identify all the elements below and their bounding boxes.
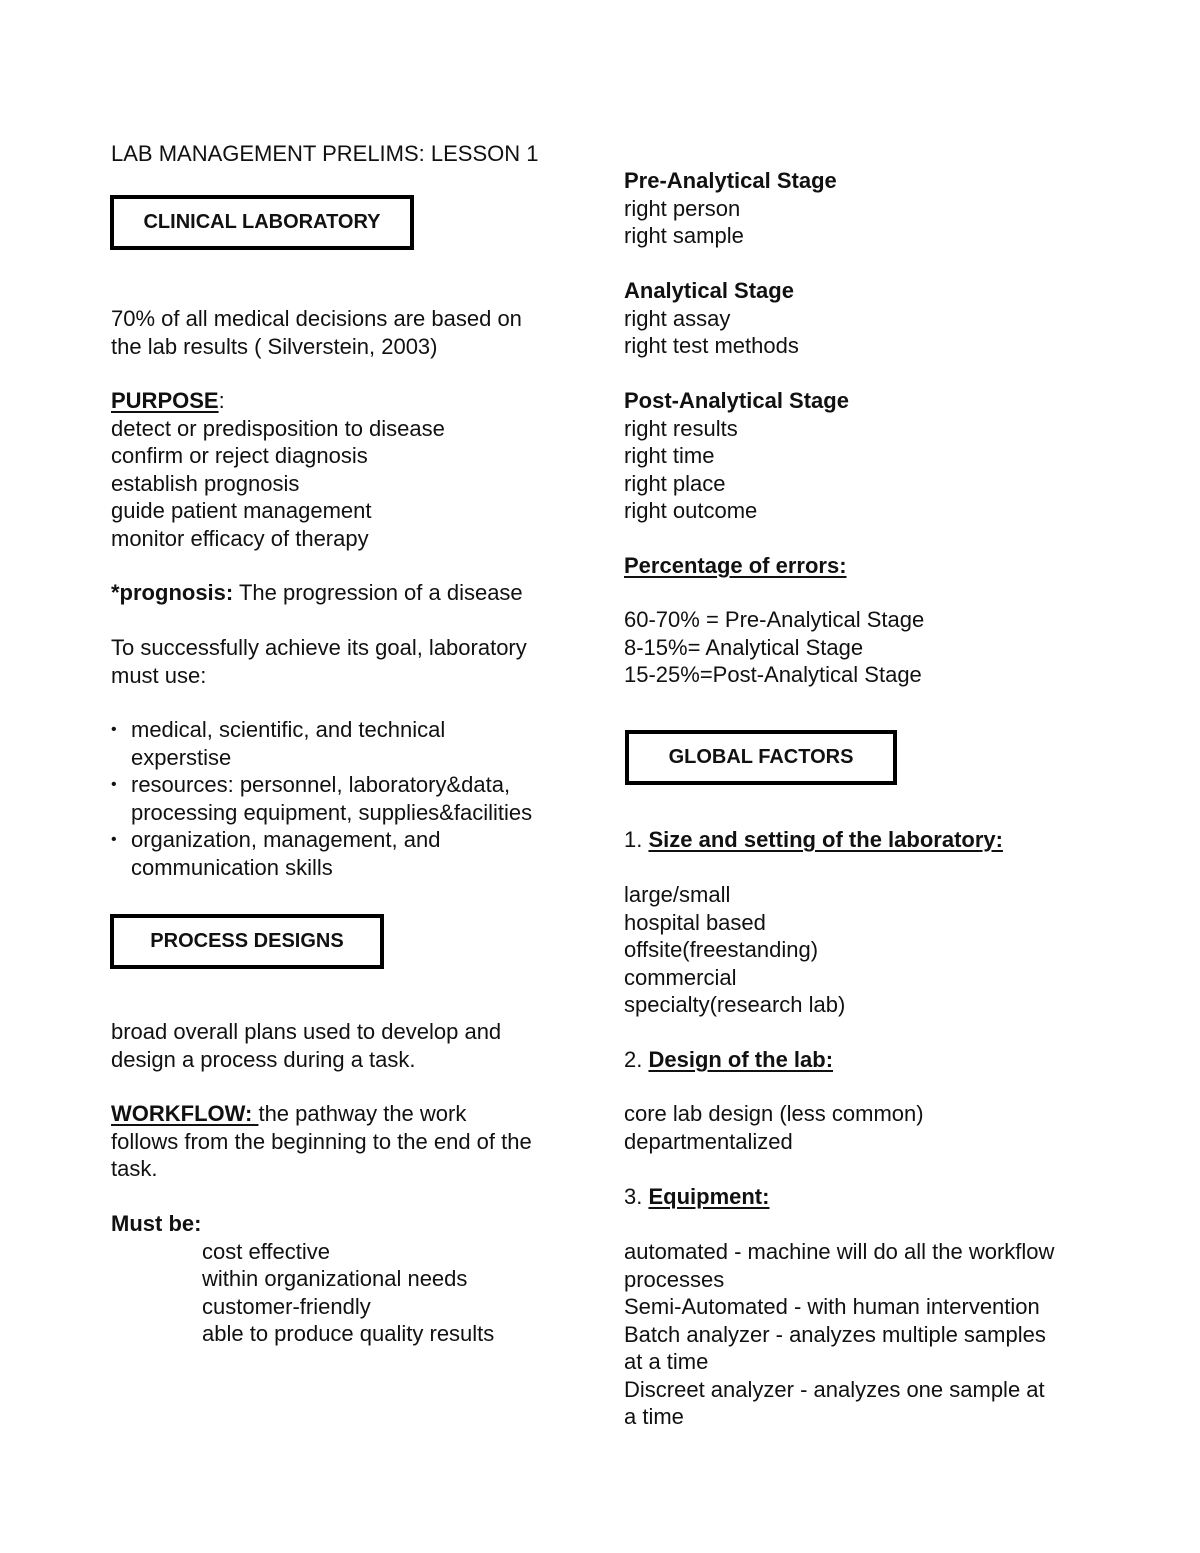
stat-line: the lab results ( Silverstein, 2003) bbox=[111, 333, 438, 359]
list-item-text: • medical, scientific, and technical bbox=[131, 717, 446, 742]
list-item-text: communication skills bbox=[131, 854, 333, 880]
factor-title: Equipment: bbox=[648, 1184, 770, 1209]
stat-paragraph bbox=[111, 305, 522, 360]
errors-heading: Percentage of errors: bbox=[624, 553, 847, 578]
analytical-heading: Analytical Stage bbox=[624, 278, 794, 303]
purpose-section bbox=[111, 387, 445, 552]
list-item bbox=[111, 771, 532, 826]
prognosis-term: *prognosis: bbox=[111, 580, 234, 605]
list-item-text: • organization, management, and bbox=[131, 827, 441, 852]
post-analytical-section bbox=[624, 387, 849, 525]
workflow-text: the pathway the work bbox=[258, 1101, 467, 1126]
factor-item: Semi-Automated - with human intervention bbox=[624, 1294, 1040, 1319]
prognosis-definition bbox=[111, 579, 523, 607]
factor-item: hospital based bbox=[624, 909, 766, 935]
factor-title: Design of the lab: bbox=[648, 1047, 834, 1072]
goal-line: must use: bbox=[111, 662, 207, 688]
workflow-line: task. bbox=[111, 1156, 158, 1181]
list-item-text: processing equipment, supplies&facilities bbox=[131, 799, 533, 825]
goal-paragraph bbox=[111, 634, 527, 689]
factor-item: core lab design (less common) bbox=[624, 1101, 924, 1126]
goal-line: To successfully achieve its goal, laboratory bbox=[111, 635, 527, 660]
must-be-item: cost effective bbox=[202, 1238, 330, 1264]
workflow-paragraph bbox=[111, 1100, 532, 1183]
page-title: LAB MANAGEMENT PRELIMS: LESSON 1 bbox=[111, 141, 539, 166]
workflow-line: follows from the beginning to the end of the bbox=[111, 1128, 532, 1154]
pre-analytical-item: right sample bbox=[624, 223, 744, 248]
post-analytical-heading: Post-Analytical Stage bbox=[624, 388, 849, 413]
post-analytical-item: right place bbox=[624, 470, 726, 496]
factor-item: processes bbox=[624, 1266, 725, 1292]
must-be-item: within organizational needs bbox=[202, 1266, 468, 1291]
factor-item: Discreet analyzer - analyzes one sample at bbox=[624, 1376, 1045, 1402]
pre-analytical-heading: Pre-Analytical Stage bbox=[624, 168, 837, 193]
list-item-text: experstise bbox=[131, 744, 232, 770]
pre-analytical-item: right person bbox=[624, 195, 741, 221]
purpose-item: monitor efficacy of therapy bbox=[111, 525, 369, 551]
errors-item: 60-70% = Pre-Analytical Stage bbox=[624, 607, 925, 632]
broad-paragraph bbox=[111, 1018, 501, 1073]
factor-item: at a time bbox=[624, 1349, 709, 1374]
factor-1-heading bbox=[624, 826, 1003, 854]
factor-title: Size and setting of the laboratory: bbox=[648, 827, 1003, 852]
factor-number: 2. bbox=[624, 1047, 649, 1072]
errors-item: 15-25%=Post-Analytical Stage bbox=[624, 662, 922, 687]
analytical-section bbox=[624, 277, 799, 360]
factor-3-list bbox=[624, 1238, 1054, 1431]
process-designs-heading: PROCESS DESIGNS bbox=[150, 929, 344, 952]
analytical-item: right test methods bbox=[624, 333, 799, 358]
workflow-line bbox=[111, 1100, 532, 1128]
stat-line: 70% of all medical decisions are based on bbox=[111, 306, 522, 331]
purpose-colon: : bbox=[218, 388, 225, 413]
workflow-label: WORKFLOW: bbox=[111, 1101, 259, 1126]
purpose-item: confirm or reject diagnosis bbox=[111, 443, 368, 468]
errors-list bbox=[624, 606, 924, 689]
global-factors-box bbox=[625, 730, 897, 785]
prognosis-text: The progression of a disease bbox=[233, 580, 523, 605]
list-item bbox=[111, 826, 532, 881]
clinical-laboratory-heading: CLINICAL LABORATORY bbox=[143, 210, 381, 233]
factor-item: departmentalized bbox=[624, 1128, 793, 1154]
list-item-text: • resources: personnel, laboratory&data, bbox=[131, 772, 511, 797]
purpose-label: PURPOSE bbox=[111, 388, 219, 413]
process-designs-box bbox=[110, 914, 384, 969]
post-analytical-item: right outcome bbox=[624, 498, 758, 523]
broad-line: design a process during a task. bbox=[111, 1046, 416, 1072]
must-be-item: able to produce quality results bbox=[202, 1321, 495, 1346]
purpose-item: guide patient management bbox=[111, 498, 372, 523]
must-be-section bbox=[111, 1210, 494, 1348]
factor-item: offsite(freestanding) bbox=[624, 937, 819, 962]
factor-3-heading bbox=[624, 1183, 769, 1211]
must-be-item: customer-friendly bbox=[202, 1293, 371, 1319]
factor-item: commercial bbox=[624, 964, 737, 990]
list-item bbox=[111, 716, 532, 771]
purpose-item: detect or predisposition to disease bbox=[111, 415, 445, 441]
factor-item: large/small bbox=[624, 882, 731, 907]
factor-item: a time bbox=[624, 1404, 684, 1429]
factor-item: automated - machine will do all the workflow bbox=[624, 1239, 1055, 1264]
clinical-laboratory-box bbox=[110, 195, 414, 250]
factor-item: specialty(research lab) bbox=[624, 992, 846, 1017]
pre-analytical-section bbox=[624, 167, 837, 250]
purpose-item: establish prognosis bbox=[111, 470, 300, 496]
global-factors-heading: GLOBAL FACTORS bbox=[668, 745, 854, 768]
errors-item: 8-15%= Analytical Stage bbox=[624, 634, 864, 660]
factor-number: 1. bbox=[624, 827, 649, 852]
factor-1-list bbox=[624, 881, 845, 1019]
factor-2-heading bbox=[624, 1046, 833, 1074]
post-analytical-item: right results bbox=[624, 415, 738, 441]
requirements-list bbox=[111, 716, 532, 881]
factor-item: Batch analyzer - analyzes multiple samples bbox=[624, 1321, 1046, 1347]
factor-2-list bbox=[624, 1100, 924, 1155]
factor-number: 3. bbox=[624, 1184, 649, 1209]
post-analytical-item: right time bbox=[624, 443, 715, 468]
analytical-item: right assay bbox=[624, 305, 731, 331]
purpose-heading bbox=[111, 387, 445, 415]
broad-line: broad overall plans used to develop and bbox=[111, 1019, 502, 1044]
must-be-label: Must be: bbox=[111, 1211, 202, 1236]
